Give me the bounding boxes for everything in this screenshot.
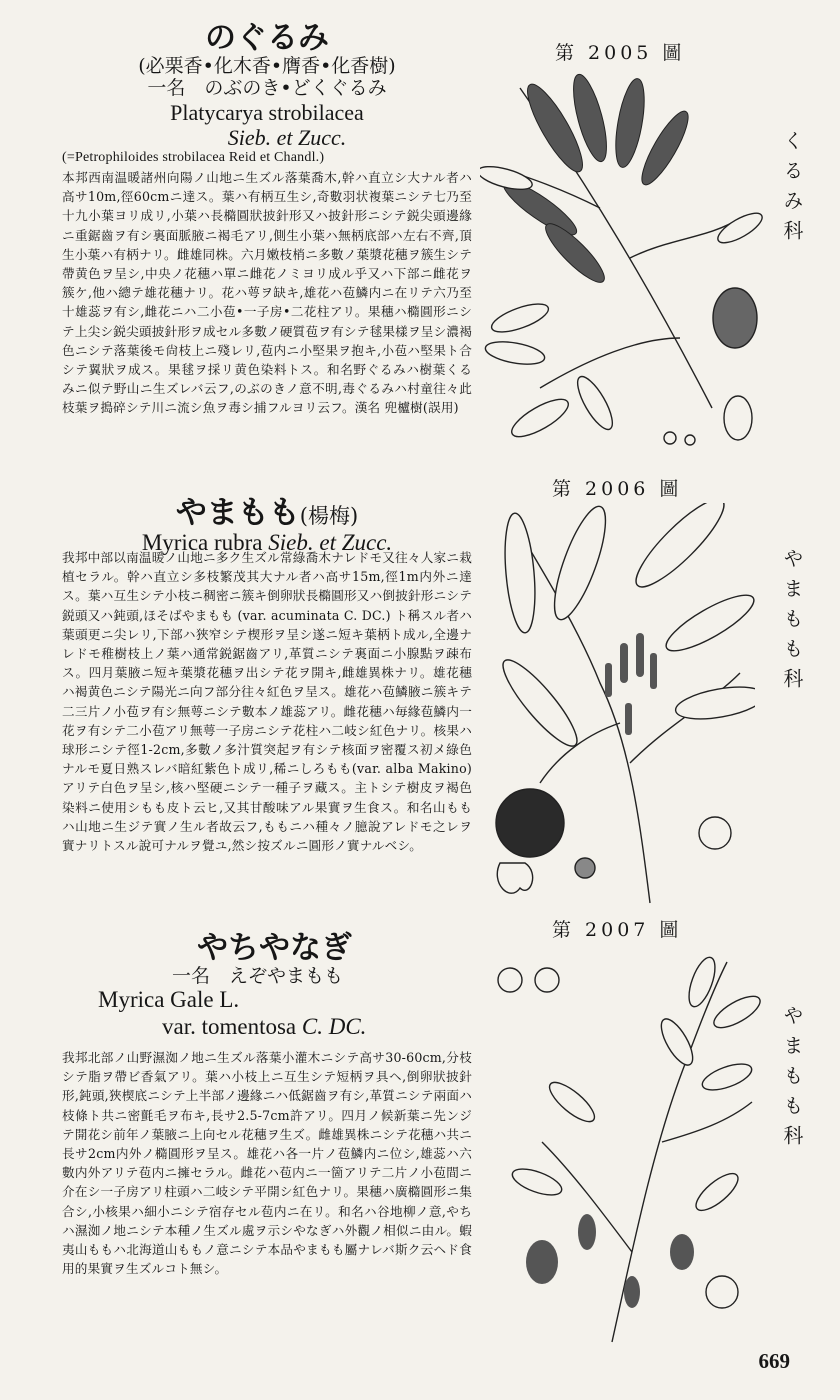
entry-latin-name: Myrica Gale L.: [98, 987, 240, 1013]
entry-latin-name: Myrica rubra: [141, 529, 263, 555]
entry-body: 我邦中部以南温暖ノ山地ニ多ク生ズル常綠喬木ナレドモ又往々人家ニ栽植セラル。幹ハ直立シ多枝繁茂其大ナル者ハ高サ15m,徑1m内外ニ達ス。葉ハ互生シテ小枝ニ稠密ニ簇キ倒卵狀長橢圓形又ハ倒披針形ニシテ鋭頭又ハ鈍頭,ほそばやまもも (var. acuminata C. DC.) ト稱スル者ハ葉頭更ニ尖レリ,下部ハ狹窄シテ楔形ヲ呈シ遂ニ短キ葉柄ト成ル,全邊ナレドモ稚樹枝上ノ葉ハ通常鋭鋸齒アリ,革質ニシテ裏面ニ小腺點ヲ疎布ス。四月葉腋ニ短キ葉漿花穗ヲ出シテ花ヲ開キ,雌雄異株ナリ。雄花穗ハ褐黄色ニシテ陽光ニ向フ部分往々紅色ヲ呈ス。雄花ハ苞鱗腋ニ簇キテ二三片ノ小苞ヲ有シ無萼ニシテ數本ノ雄蕊アリ。雌花穗ハ毎緣苞鱗内一花ヲ有シテ二小苞アリ無萼一子房ニシテ花柱ハ二岐シ紅色ナリ。核果ハ球形ニシテ徑1-2cm,多數ノ多汁質突起ヲ有シテ核面ヲ密覆ス初メ綠色ナルモ夏日熟スレバ暗紅紫色ト成リ,稀ニしろもも(var. alba Makino)アリテ白色ヲ呈シ,核ハ堅硬ニシテ一種子ヲ藏ス。主トシテ樹皮ヲ褐色染料ニ使用シもも皮ト云ヒ,又其甘酸味アル果實ヲ生食ス。和名山ももハ山地ニ生ジテ實ノ生ル者故云フ,ももニハ種々ノ臆說アレドモ之レヲ實ナリトスル說可ナルヲ覺ユ,然シ按ズルニ圓形ノ實ナルベシ。: [62, 550, 472, 854]
family-label: くるみ科: [780, 130, 804, 250]
entry-alt-names: (楊梅): [299, 504, 359, 528]
family-label: やまもも科: [780, 548, 804, 698]
entry-other-name: 一名 えぞやまもも: [172, 964, 344, 987]
entry-other-name: 一名 のぶのき•どくぐるみ: [147, 77, 387, 100]
entry-body: 本邦西南温暖諸州向陽ノ山地ニ生ズル落葉喬木,幹ハ直立シ大ナル者ハ高サ10m,徑60cmニ達ス。葉ハ有柄互生シ,奇數羽状複葉ニシテ七乃至十九小葉ヨリ成リ,小葉ハ長橢圓狀披針形又ハ披針形ニシテ鋭尖頭邊緣ニ重鋸齒ヲ有シ裏面脈腋ニ褐毛アリ,側生小葉ハ無柄底部ハ左右不齊,頂生小葉ハ有柄ナリ。雌雄同株。六月嫩枝梢ニ多數ノ葉漿花穗ヲ簇生シテ帶黄色ヲ呈シ,中央ノ花穗ハ單ニ雌花ノミヨリ成ル乎又ハ下部ニ雌花ヲ簇ケ,他ハ總テ雄花穗ナリ。花ハ萼ヲ缺キ,雄花ハ苞鱗内ニ在リテ六乃至十雄蕊ヲ有シ,雌花ニハ二小苞•一子房•二花柱アリ。果穗ハ橢圓形ニシテ上尖シ鋭尖頭披針形ヲ成セル多數ノ硬質苞ヲ有シテ毬果樣ヲ呈シ濃褐色ニシテ落葉後モ尙枝上ニ殘レリ,苞内ニ小堅果ヲ抱キ,小苞ハ堅果ト合シテ翼狀ヲ成ス。果毬ヲ採リ黄色染料トス。和名野ぐるみハ樹葉くるみニ似テ野山ニ生ズレバ云フ,のぶのきノ意不明,毒ぐるみハ村童往々此枝葉ヲ搗碎シテ川ニ流シ魚ヲ毒シ捕フルヨリ云フ。漢名 兜櫨樹(誤用): [62, 170, 472, 416]
entry-author: Sieb. et Zucc.: [227, 125, 347, 151]
entry-title: のぐるみ: [205, 20, 329, 56]
entry-author: C. DC.: [301, 1013, 367, 1039]
plate-2006-illustration: [480, 503, 755, 908]
page-number: 669: [758, 1349, 790, 1373]
entry-title: やまもも: [175, 495, 300, 531]
figure-label: 第 2005 圖: [555, 42, 686, 64]
figure-label: 第 2007 圖: [552, 919, 683, 941]
plate-2005-illustration: [480, 68, 770, 463]
family-label: やまもも科: [780, 1005, 804, 1155]
entry-author: Sieb. et Zucc.: [268, 529, 393, 555]
plate-2007-illustration: [482, 952, 762, 1347]
figure-label: 第 2006 圖: [552, 478, 683, 500]
entry-noguromi-heading: [62, 22, 472, 151]
entry-yachiyanagi-heading: [62, 932, 472, 1040]
entry-title: やちやなぎ: [197, 930, 352, 966]
entry-latin-name: Platycarya strobilacea: [170, 100, 364, 126]
entry-variety: var. tomentosa: [162, 1013, 297, 1039]
entry-alt-names: (必栗香•化木香•膺香•化香樹): [138, 54, 396, 77]
entry-synonym: (=Petrophiloides strobilacea Reid et Chandl.): [62, 150, 325, 165]
entry-body: 我邦北部ノ山野濕洳ノ地ニ生ズル落葉小灌木ニシテ高サ30-60cm,分枝シテ脂ヲ帶ビ香氣アリ。葉ハ小枝上ニ互生シテ短柄ヲ具ヘ,倒卵狀披針形,鈍頭,狹楔底ニシテ上半部ノ邊緣ニハ低鋸齒ヲ有シ,革質ニシテ兩面ハ枝條ト共ニ密氈毛ヲ布キ,長サ2.5-7cm許アリ。四月ノ候新葉ニ先ンジテ開花シ前年ノ葉腋ニ上向セル花穗ヲ生ズ。雌雄異株ニシテ花穗ハ共ニ長サ2cm内外ノ橢圓形ヲ呈ス。雄花ハ各一片ノ苞鱗内ニ位シ,雄蕊ハ六數内外アリテ苞内ニ擁セラル。雌花ハ苞内ニ一箇アリテ二片ノ小苞間ニ介在シ一子房アリ柱頭ハ二岐シテ平開シ紅色ナリ。果穗ハ廣橢圓形ニ集合シ,小核果ハ細小ニシテ宿存セル苞内ニ在リ。和名ハ谷地柳ノ意,やちハ濕洳ノ地ニシテ本種ノ生ズル處ヲ示シやなぎハ外觀ノ相似ニ由ル。蝦夷山ももハ北海道山ももノ意ニシテ本品やまもも屬ナレバ斯ク云ヘド食用的果實ヲ生ズルコト無シ。: [62, 1050, 472, 1277]
